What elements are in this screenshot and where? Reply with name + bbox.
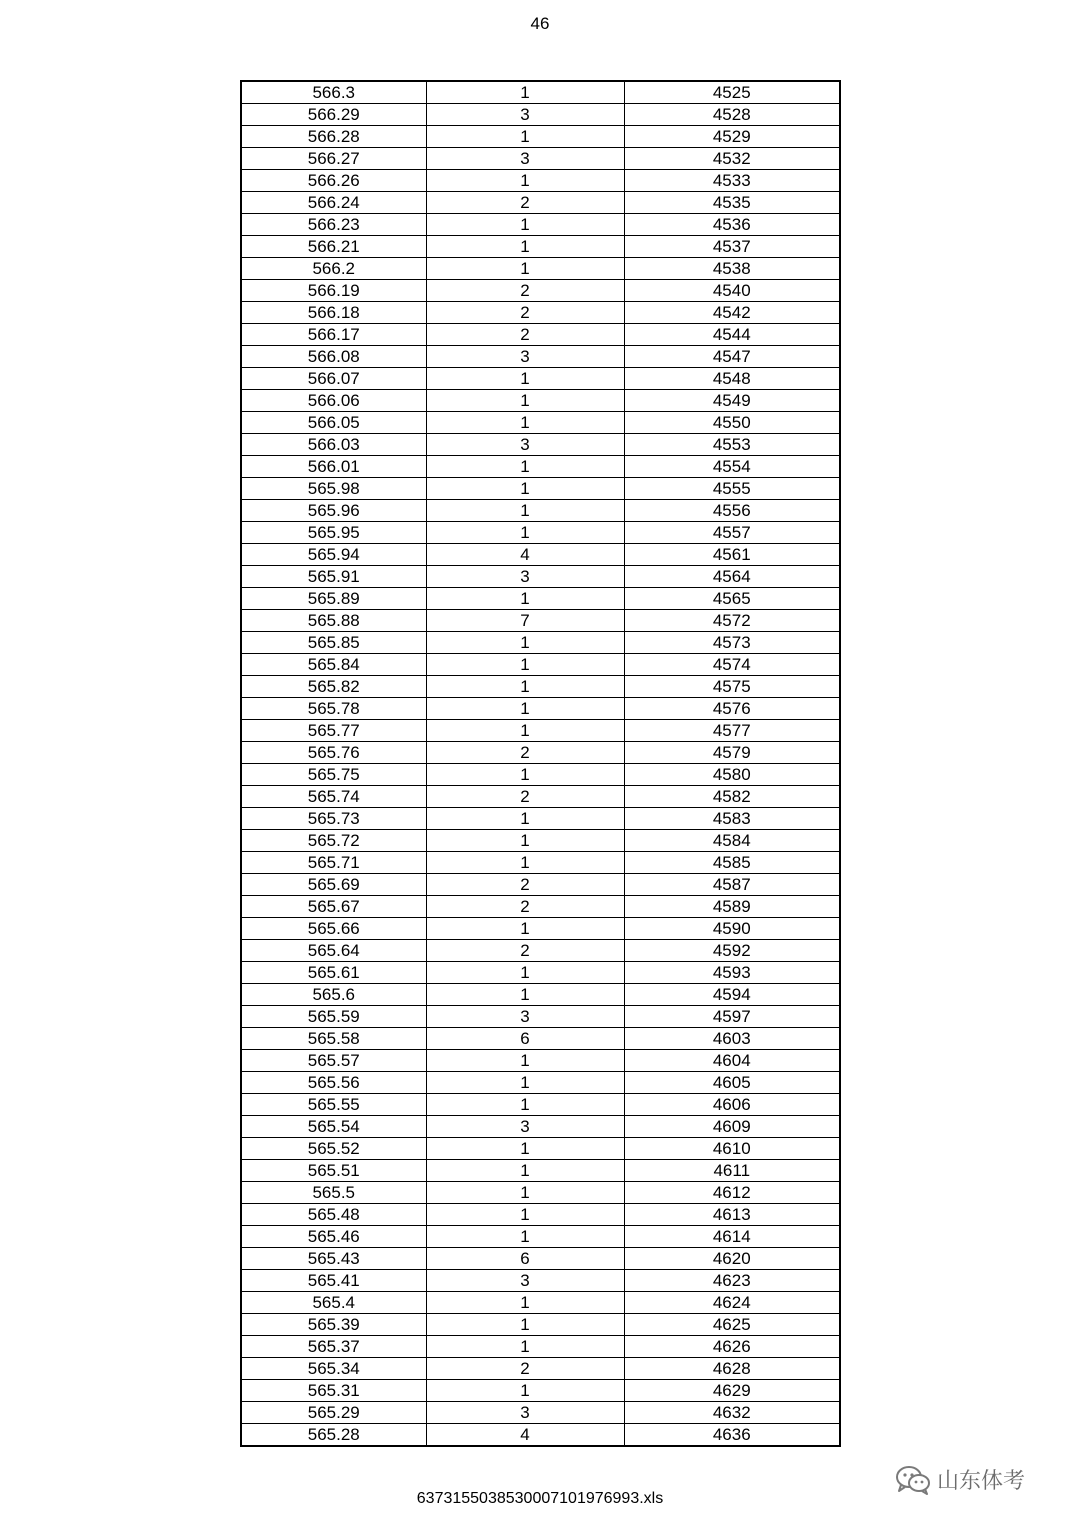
table-cell: 4626 <box>624 1336 840 1358</box>
table-cell: 4614 <box>624 1226 840 1248</box>
table-row <box>241 1182 840 1204</box>
table-row <box>241 1160 840 1182</box>
table-cell: 565.29 <box>241 1402 426 1424</box>
table-cell: 4612 <box>624 1182 840 1204</box>
table-cell: 566.29 <box>241 104 426 126</box>
table-cell: 566.06 <box>241 390 426 412</box>
table-cell: 1 <box>426 698 624 720</box>
table-cell: 4532 <box>624 148 840 170</box>
table-cell: 1 <box>426 214 624 236</box>
table-cell: 1 <box>426 500 624 522</box>
table-row <box>241 830 840 852</box>
table-row <box>241 522 840 544</box>
table-cell: 1 <box>426 1314 624 1336</box>
table-cell: 4 <box>426 1424 624 1447</box>
table-cell: 4542 <box>624 302 840 324</box>
table-cell: 565.57 <box>241 1050 426 1072</box>
table-cell: 4575 <box>624 676 840 698</box>
table-row <box>241 984 840 1006</box>
table-cell: 4590 <box>624 918 840 940</box>
table-cell: 565.66 <box>241 918 426 940</box>
table-cell: 2 <box>426 786 624 808</box>
table-row <box>241 742 840 764</box>
table-cell: 1 <box>426 720 624 742</box>
table-cell: 1 <box>426 1072 624 1094</box>
table-cell: 4632 <box>624 1402 840 1424</box>
table-cell: 4529 <box>624 126 840 148</box>
table-cell: 1 <box>426 478 624 500</box>
table-cell: 565.34 <box>241 1358 426 1380</box>
table-cell: 1 <box>426 170 624 192</box>
table-cell: 4620 <box>624 1248 840 1270</box>
table-row <box>241 214 840 236</box>
table-cell: 565.72 <box>241 830 426 852</box>
table-cell: 4613 <box>624 1204 840 1226</box>
table-cell: 3 <box>426 434 624 456</box>
table-row <box>241 940 840 962</box>
table-row <box>241 280 840 302</box>
table-row <box>241 456 840 478</box>
table-cell: 2 <box>426 280 624 302</box>
table-cell: 566.07 <box>241 368 426 390</box>
table-row <box>241 368 840 390</box>
table-cell: 1 <box>426 522 624 544</box>
table-row <box>241 346 840 368</box>
table-cell: 1 <box>426 1138 624 1160</box>
table-cell: 565.77 <box>241 720 426 742</box>
table-cell: 566.26 <box>241 170 426 192</box>
score-table <box>240 80 841 1447</box>
table-row <box>241 720 840 742</box>
table-cell: 565.96 <box>241 500 426 522</box>
table-cell: 1 <box>426 1050 624 1072</box>
table-cell: 565.69 <box>241 874 426 896</box>
table-cell: 4536 <box>624 214 840 236</box>
table-row <box>241 1028 840 1050</box>
table-cell: 565.48 <box>241 1204 426 1226</box>
table-cell: 4549 <box>624 390 840 412</box>
table-cell: 2 <box>426 324 624 346</box>
table-cell: 1 <box>426 654 624 676</box>
table-row <box>241 632 840 654</box>
table-cell: 1 <box>426 1226 624 1248</box>
table-cell: 566.21 <box>241 236 426 258</box>
table-row <box>241 390 840 412</box>
table-cell: 4623 <box>624 1270 840 1292</box>
table-row <box>241 1358 840 1380</box>
table-row <box>241 1050 840 1072</box>
table-cell: 4606 <box>624 1094 840 1116</box>
table-cell: 565.56 <box>241 1072 426 1094</box>
table-row <box>241 610 840 632</box>
table-cell: 1 <box>426 962 624 984</box>
table-row <box>241 1402 840 1424</box>
table-cell: 1 <box>426 852 624 874</box>
table-cell: 3 <box>426 1270 624 1292</box>
table-cell: 4547 <box>624 346 840 368</box>
table-row <box>241 698 840 720</box>
table-row <box>241 500 840 522</box>
table-cell: 565.98 <box>241 478 426 500</box>
table-row <box>241 104 840 126</box>
table-cell: 3 <box>426 148 624 170</box>
table-cell: 4557 <box>624 522 840 544</box>
table-cell: 565.95 <box>241 522 426 544</box>
table-cell: 565.76 <box>241 742 426 764</box>
wechat-icon <box>895 1465 931 1495</box>
table-cell: 4587 <box>624 874 840 896</box>
table-cell: 1 <box>426 764 624 786</box>
table-cell: 1 <box>426 808 624 830</box>
table-cell: 565.59 <box>241 1006 426 1028</box>
table-row <box>241 1006 840 1028</box>
table-row <box>241 1380 840 1402</box>
table-cell: 4625 <box>624 1314 840 1336</box>
table-cell: 4579 <box>624 742 840 764</box>
table-cell: 4554 <box>624 456 840 478</box>
table-cell: 565.64 <box>241 940 426 962</box>
table-cell: 7 <box>426 610 624 632</box>
page-number: 46 <box>530 14 550 33</box>
table-cell: 4577 <box>624 720 840 742</box>
table-cell: 565.91 <box>241 566 426 588</box>
table-cell: 4628 <box>624 1358 840 1380</box>
table-cell: 565.37 <box>241 1336 426 1358</box>
table-cell: 4535 <box>624 192 840 214</box>
table-cell: 565.61 <box>241 962 426 984</box>
table-cell: 4594 <box>624 984 840 1006</box>
table-row <box>241 896 840 918</box>
table-cell: 566.01 <box>241 456 426 478</box>
table-row <box>241 918 840 940</box>
table-cell: 2 <box>426 940 624 962</box>
table-cell: 4533 <box>624 170 840 192</box>
table-cell: 1 <box>426 126 624 148</box>
table-cell: 4525 <box>624 81 840 104</box>
table-cell: 565.89 <box>241 588 426 610</box>
watermark <box>895 1464 1025 1495</box>
table-cell: 1 <box>426 1094 624 1116</box>
table-cell: 4585 <box>624 852 840 874</box>
table-cell: 6 <box>426 1248 624 1270</box>
table-cell: 4574 <box>624 654 840 676</box>
table-cell: 2 <box>426 896 624 918</box>
table-cell: 566.27 <box>241 148 426 170</box>
table-row <box>241 1116 840 1138</box>
table-row <box>241 874 840 896</box>
table-cell: 1 <box>426 676 624 698</box>
table-cell: 1 <box>426 258 624 280</box>
table-cell: 1 <box>426 390 624 412</box>
table-cell: 565.84 <box>241 654 426 676</box>
table-cell: 6 <box>426 1028 624 1050</box>
table-cell: 4565 <box>624 588 840 610</box>
footer-filename: 6373155038530007101976993.xls <box>416 1490 664 1507</box>
table-cell: 4564 <box>624 566 840 588</box>
table-cell: 4636 <box>624 1424 840 1447</box>
table-row <box>241 412 840 434</box>
table-body <box>241 81 840 1446</box>
table-cell: 3 <box>426 346 624 368</box>
table-cell: 1 <box>426 1182 624 1204</box>
table-row <box>241 1248 840 1270</box>
table-cell: 1 <box>426 918 624 940</box>
table-cell: 3 <box>426 104 624 126</box>
table-cell: 565.71 <box>241 852 426 874</box>
table-cell: 1 <box>426 1380 624 1402</box>
table-cell: 1 <box>426 632 624 654</box>
table-cell: 1 <box>426 1292 624 1314</box>
table-cell: 4610 <box>624 1138 840 1160</box>
table-cell: 4584 <box>624 830 840 852</box>
table-cell: 3 <box>426 1006 624 1028</box>
table-cell: 4544 <box>624 324 840 346</box>
table-row <box>241 126 840 148</box>
watermark-text: 山东体考 <box>937 1468 1026 1493</box>
table-row <box>241 236 840 258</box>
table-cell: 2 <box>426 192 624 214</box>
table-cell: 566.3 <box>241 81 426 104</box>
table-row <box>241 434 840 456</box>
table-cell: 565.52 <box>241 1138 426 1160</box>
table-cell: 565.82 <box>241 676 426 698</box>
table-cell: 565.46 <box>241 1226 426 1248</box>
table-cell: 566.05 <box>241 412 426 434</box>
table-cell: 3 <box>426 566 624 588</box>
table-cell: 4576 <box>624 698 840 720</box>
table-cell: 566.23 <box>241 214 426 236</box>
table-cell: 565.58 <box>241 1028 426 1050</box>
table-cell: 4528 <box>624 104 840 126</box>
table-row <box>241 544 840 566</box>
table-row <box>241 654 840 676</box>
table-cell: 565.41 <box>241 1270 426 1292</box>
table-cell: 566.19 <box>241 280 426 302</box>
table-row <box>241 764 840 786</box>
table-cell: 565.73 <box>241 808 426 830</box>
table-cell: 1 <box>426 984 624 1006</box>
table-row <box>241 170 840 192</box>
table-cell: 565.78 <box>241 698 426 720</box>
table-cell: 4593 <box>624 962 840 984</box>
table-row <box>241 786 840 808</box>
table-cell: 566.17 <box>241 324 426 346</box>
table-row <box>241 302 840 324</box>
table-cell: 1 <box>426 456 624 478</box>
table-cell: 4605 <box>624 1072 840 1094</box>
table-row <box>241 1424 840 1447</box>
table-row <box>241 676 840 698</box>
table-cell: 1 <box>426 368 624 390</box>
table-row <box>241 192 840 214</box>
table-cell: 4597 <box>624 1006 840 1028</box>
table-cell: 565.74 <box>241 786 426 808</box>
table-row <box>241 1336 840 1358</box>
table-row <box>241 324 840 346</box>
table-row <box>241 1204 840 1226</box>
table-cell: 565.31 <box>241 1380 426 1402</box>
table-cell: 565.55 <box>241 1094 426 1116</box>
table-cell: 565.39 <box>241 1314 426 1336</box>
table-cell: 566.24 <box>241 192 426 214</box>
table-cell: 565.75 <box>241 764 426 786</box>
table-cell: 4548 <box>624 368 840 390</box>
table-cell: 1 <box>426 588 624 610</box>
table-row <box>241 852 840 874</box>
table-row <box>241 1270 840 1292</box>
table-cell: 1 <box>426 1160 624 1182</box>
table-cell: 4537 <box>624 236 840 258</box>
table-cell: 4555 <box>624 478 840 500</box>
table-cell: 4553 <box>624 434 840 456</box>
table-cell: 1 <box>426 81 624 104</box>
table-cell: 565.6 <box>241 984 426 1006</box>
table-cell: 565.4 <box>241 1292 426 1314</box>
table-cell: 4589 <box>624 896 840 918</box>
table-cell: 4624 <box>624 1292 840 1314</box>
table-cell: 1 <box>426 412 624 434</box>
table-cell: 3 <box>426 1402 624 1424</box>
table-cell: 4572 <box>624 610 840 632</box>
table-row <box>241 1072 840 1094</box>
table-cell: 4604 <box>624 1050 840 1072</box>
table-row <box>241 1138 840 1160</box>
table-cell: 4561 <box>624 544 840 566</box>
table-cell: 4582 <box>624 786 840 808</box>
table-row <box>241 478 840 500</box>
table-cell: 565.43 <box>241 1248 426 1270</box>
table-cell: 566.28 <box>241 126 426 148</box>
table-row <box>241 808 840 830</box>
table-cell: 2 <box>426 1358 624 1380</box>
table-cell: 4580 <box>624 764 840 786</box>
table-cell: 4609 <box>624 1116 840 1138</box>
table-cell: 4556 <box>624 500 840 522</box>
table-row <box>241 1226 840 1248</box>
table-cell: 565.85 <box>241 632 426 654</box>
table-cell: 4550 <box>624 412 840 434</box>
table-cell: 566.03 <box>241 434 426 456</box>
table-cell: 566.18 <box>241 302 426 324</box>
table-cell: 565.94 <box>241 544 426 566</box>
table-cell: 1 <box>426 1204 624 1226</box>
table-cell: 2 <box>426 874 624 896</box>
table-row <box>241 258 840 280</box>
table-cell: 4 <box>426 544 624 566</box>
table-cell: 565.28 <box>241 1424 426 1447</box>
table-cell: 1 <box>426 830 624 852</box>
table-row <box>241 588 840 610</box>
table-row <box>241 1314 840 1336</box>
table-cell: 4629 <box>624 1380 840 1402</box>
table-cell: 4538 <box>624 258 840 280</box>
table-cell: 565.51 <box>241 1160 426 1182</box>
table-cell: 566.08 <box>241 346 426 368</box>
table-row <box>241 566 840 588</box>
table-cell: 565.67 <box>241 896 426 918</box>
table-cell: 4540 <box>624 280 840 302</box>
table-cell: 4611 <box>624 1160 840 1182</box>
table-cell: 4583 <box>624 808 840 830</box>
table-cell: 565.5 <box>241 1182 426 1204</box>
table-cell: 4592 <box>624 940 840 962</box>
table-cell: 3 <box>426 1116 624 1138</box>
table-row <box>241 81 840 104</box>
table-row <box>241 962 840 984</box>
table-cell: 2 <box>426 302 624 324</box>
table-row <box>241 1094 840 1116</box>
table-cell: 565.54 <box>241 1116 426 1138</box>
table-cell: 565.88 <box>241 610 426 632</box>
table-cell: 4573 <box>624 632 840 654</box>
table-cell: 4603 <box>624 1028 840 1050</box>
table-cell: 1 <box>426 1336 624 1358</box>
table-cell: 2 <box>426 742 624 764</box>
table-cell: 566.2 <box>241 258 426 280</box>
table-row <box>241 1292 840 1314</box>
table-row <box>241 148 840 170</box>
table-cell: 1 <box>426 236 624 258</box>
